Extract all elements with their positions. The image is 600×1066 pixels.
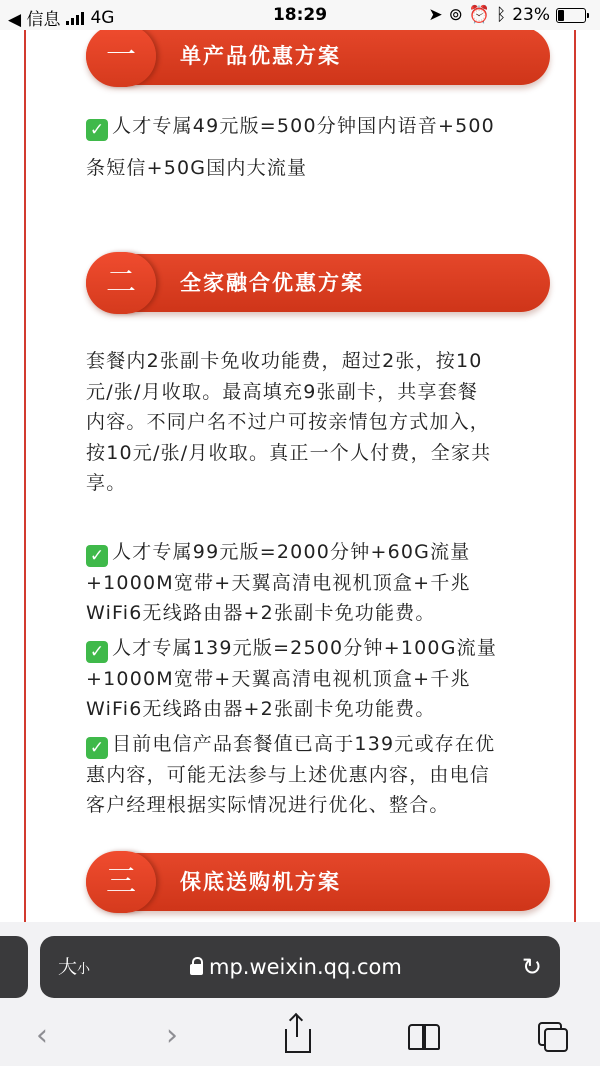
battery-percent: 23% bbox=[512, 5, 550, 25]
share-icon bbox=[285, 1029, 311, 1053]
status-bar bbox=[0, 0, 600, 30]
bluetooth-icon: ᛒ bbox=[496, 5, 507, 25]
location-icon: ➤ bbox=[428, 5, 443, 25]
section-heading-2 bbox=[86, 254, 550, 312]
chevron-right-icon: › bbox=[166, 1018, 178, 1053]
white-check-mark-icon: ✓ bbox=[86, 737, 108, 759]
article-content[interactable] bbox=[0, 30, 600, 922]
white-check-mark-icon: ✓ bbox=[86, 119, 108, 141]
browser-bottom-bar bbox=[0, 922, 600, 1066]
section-heading-1 bbox=[86, 30, 550, 85]
previous-tab-preview[interactable] bbox=[0, 936, 28, 998]
section2-item-1: ✓ 人才专属99元版=2000分钟+60G流量 +1000M宽带+天翼高清电视机顶盒+千兆 WiFi6无线路由器+2张副卡免功能费。 bbox=[86, 541, 471, 624]
section-number: 三 bbox=[106, 864, 136, 899]
battery-icon bbox=[556, 8, 586, 23]
text-size-button[interactable]: 大小 bbox=[58, 956, 91, 978]
browser-toolbar bbox=[0, 1010, 600, 1060]
tabs-button[interactable] bbox=[530, 1016, 574, 1056]
reload-icon[interactable]: ↻ bbox=[521, 953, 542, 981]
section1-text: ✓ 人才专属49元版=500分钟国内语音+500 条短信+50G国内大流量 bbox=[86, 115, 495, 179]
back-button[interactable] bbox=[20, 1016, 64, 1056]
section-number: 二 bbox=[106, 265, 136, 300]
section2-item-3: ✓ 目前电信产品套餐值已高于139元或存在优 惠内容，可能无法参与上述优惠内容，由电信 客户经理根据实际情况进行优化、整合。 bbox=[86, 733, 496, 816]
lock-icon bbox=[190, 964, 203, 975]
share-button[interactable] bbox=[276, 1016, 320, 1056]
white-check-mark-icon: ✓ bbox=[86, 545, 108, 567]
url-text: mp.weixin.qq.com bbox=[209, 955, 402, 979]
alarm-icon: ⏰ bbox=[468, 5, 490, 25]
section-title: 全家融合优惠方案 bbox=[180, 271, 364, 295]
section-number: 一 bbox=[106, 38, 136, 73]
clock: 18:29 bbox=[272, 5, 328, 25]
bookmarks-button[interactable] bbox=[402, 1016, 446, 1056]
forward-button[interactable] bbox=[150, 1016, 194, 1056]
network-type: 4G bbox=[90, 7, 115, 28]
url-display[interactable] bbox=[190, 936, 402, 998]
white-check-mark-icon: ✓ bbox=[86, 641, 108, 663]
chevron-left-icon: ‹ bbox=[36, 1018, 48, 1053]
back-to-app-link[interactable]: ◀ 信息 bbox=[8, 10, 61, 30]
section2-item-2: ✓ 人才专属139元版=2500分钟+100G流量 +1000M宽带+天翼高清电视机顶盒+千兆 WiFi6无线路由器+2张副卡免功能费。 bbox=[86, 637, 498, 720]
book-icon bbox=[408, 1024, 440, 1048]
section-title: 单产品优惠方案 bbox=[180, 44, 341, 68]
section2-intro: 套餐内2张副卡免收功能费，超过2张，按10 元/张/月收取。最高填充9张副卡，共享套餐 内容。不同户名不过户可按亲情包方式加入， 按10元/张/月收取。真正一个人付费，全家共 享。 bbox=[86, 350, 492, 494]
section-title: 保底送购机方案 bbox=[180, 870, 341, 894]
rotation-lock-icon: ⊚ bbox=[448, 5, 463, 25]
tabs-icon bbox=[538, 1022, 566, 1050]
section-heading-3 bbox=[86, 853, 550, 911]
address-bar[interactable] bbox=[40, 936, 560, 998]
